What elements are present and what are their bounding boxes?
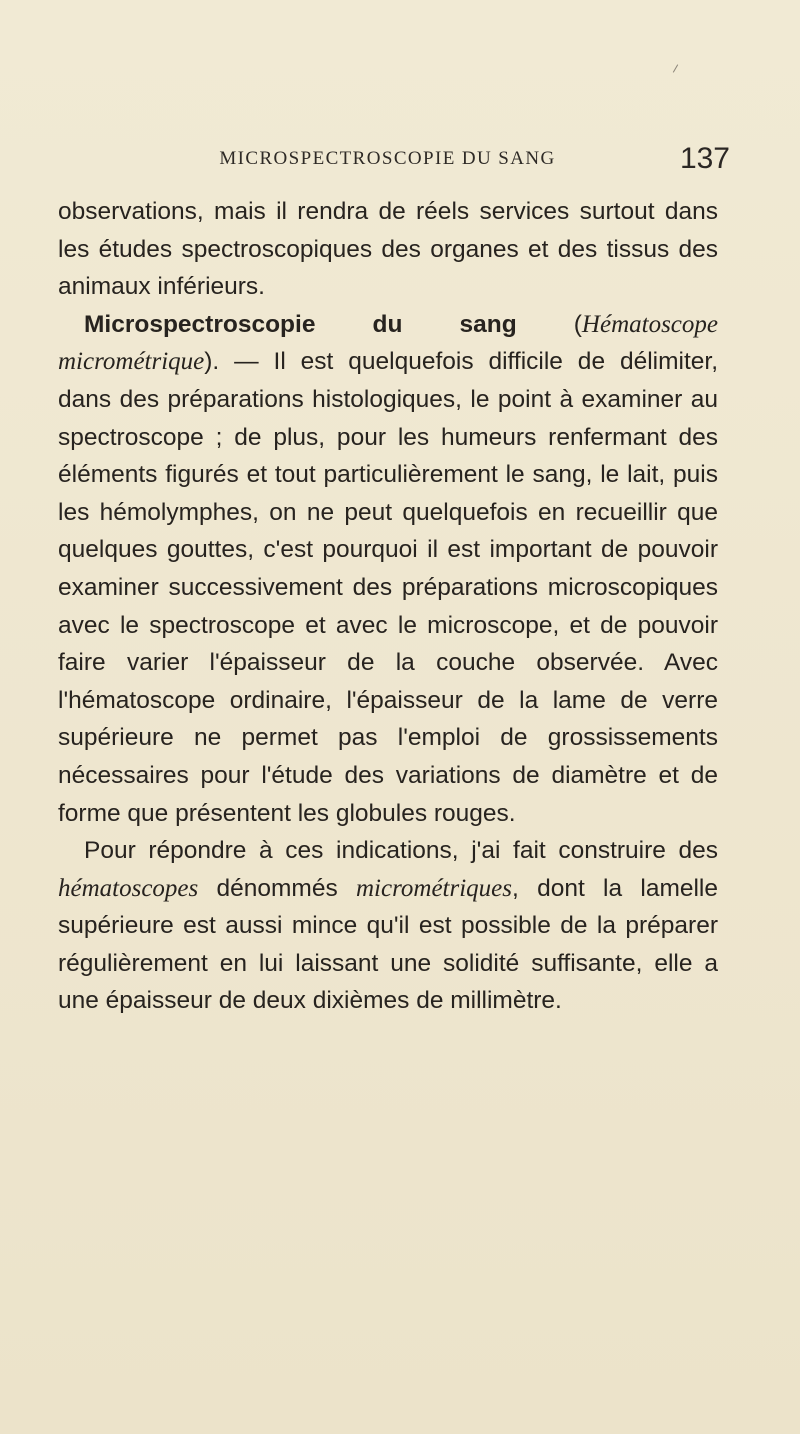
- running-header: [60, 142, 730, 178]
- section-title: Microspectroscopie du sang: [84, 310, 517, 338]
- term-hematoscopes: hématoscopes: [58, 874, 199, 902]
- paragraph-1: observations, mais il rendra de réels services surtout dans les études spectroscopiques des organes et des tissus des animaux inférieurs.: [58, 198, 718, 301]
- paragraph-3-part-c: , dont la lamelle supérieure est aussi mince qu'il est possible de la préparer régulièrement en lui laissant une solidité suffisante, elle a une épaisseur de deux dixièmes de millimètre.: [58, 874, 718, 1015]
- paragraph-3: [58, 832, 718, 1020]
- paragraph-2-text: — Il est quelquefois difficile de délimiter, dans des préparations histologiques, le point à examiner au spectroscope ; de plus, pour les humeurs renfermant des éléments figurés et tout particulièrement le sang, le lait, puis les hémolymphes, on ne peut quelquefois en recueillir que quelques gouttes, c'est pourquoi il est important de pouvoir examiner successivement des préparations microscopiques avec le spectroscope et avec le microscope, et de pouvoir faire varier l'épaisseur de la couche observée. Avec l'hématoscope ordinaire, l'épaisseur de la lame de verre supérieure ne permet pas l'emploi de grossissements nécessaires pour l'étude des variations de diamètre et de forme que présentent les globules rouges.: [58, 348, 718, 827]
- running-title: MICROSPECTROSCOPIE DU SANG: [219, 148, 556, 169]
- body-text: [58, 193, 718, 1020]
- paragraph-3-part-b: dénommés: [198, 874, 356, 902]
- paragraph-3-part-a: Pour répondre à ces indications, j'ai fait construire des: [84, 837, 718, 865]
- paren-open: (: [573, 310, 582, 338]
- section-subtitle-italic: Hématoscope micrométrique: [58, 310, 718, 376]
- paragraph-2: [58, 306, 718, 832]
- page-mark: [673, 64, 678, 72]
- page-number: 137: [679, 142, 730, 175]
- paren-close: ).: [204, 348, 220, 376]
- term-micrometriques: micrométriques: [356, 874, 512, 902]
